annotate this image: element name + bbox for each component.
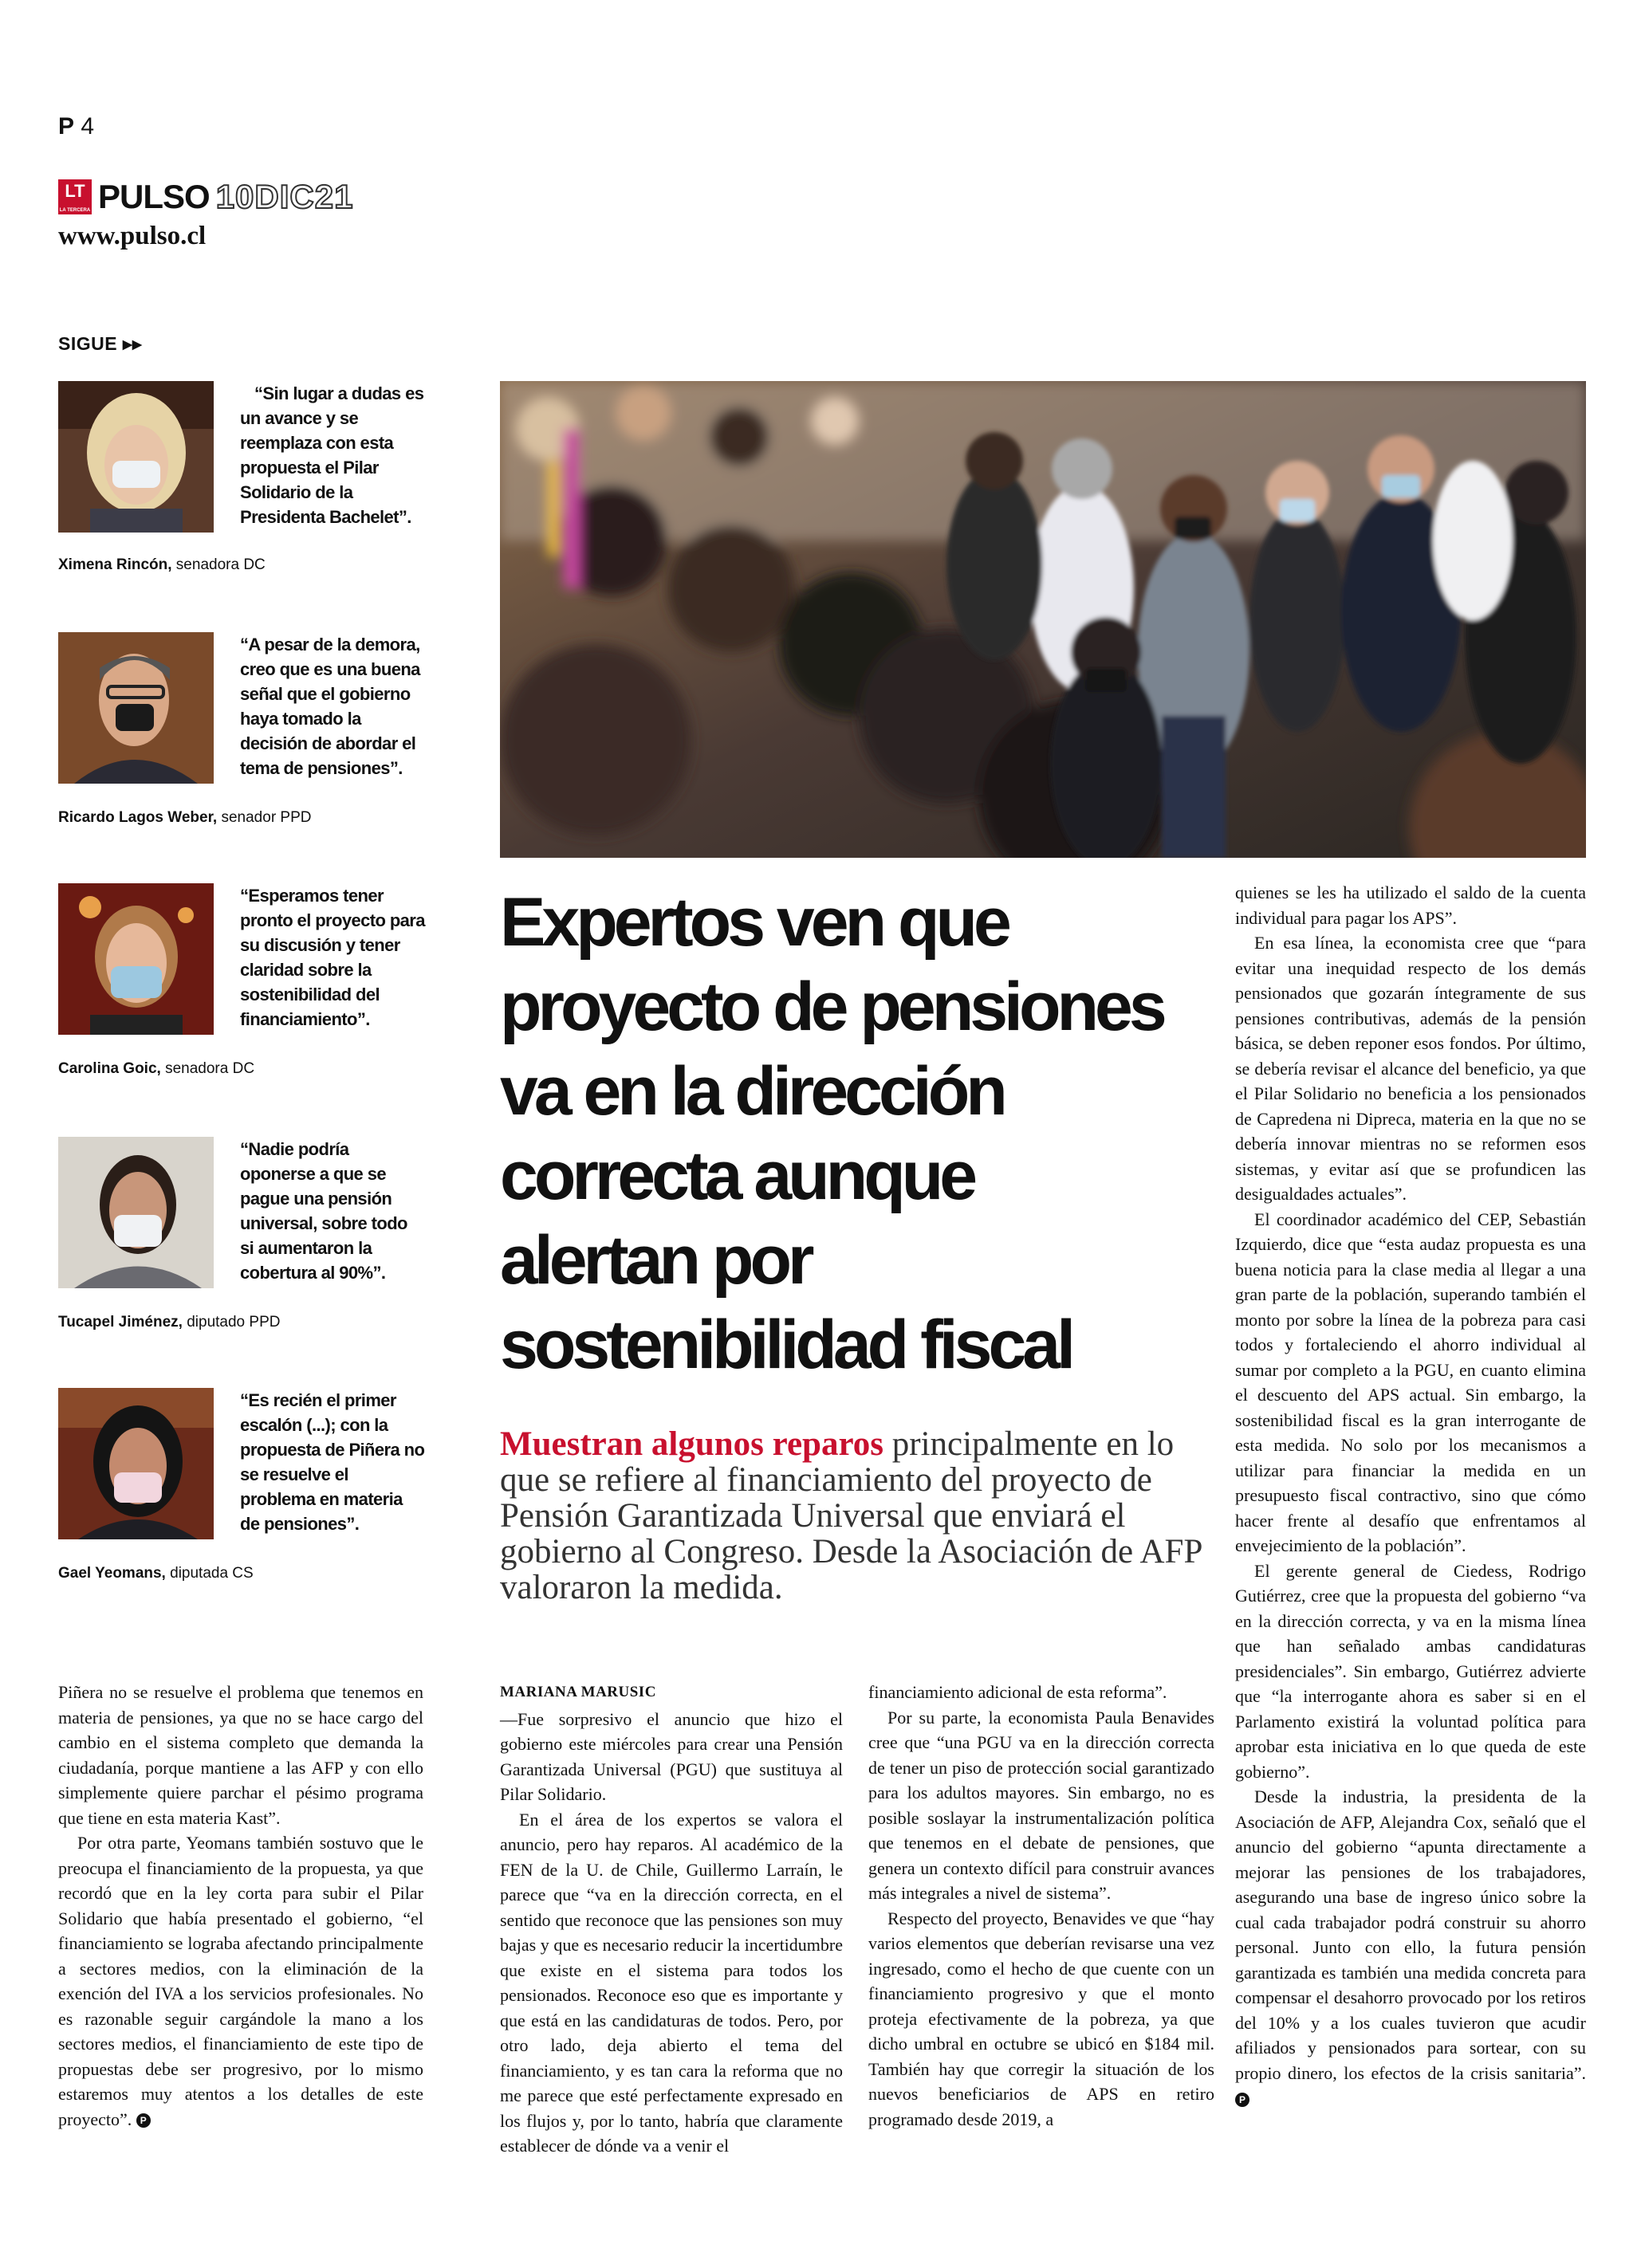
subheadline	[500, 1426, 1202, 1606]
paragraph: Respecto del proyecto, Benavides ve que “hay varios elementos que deberían revisarse una vez ingresado, como el hecho de que cuente con un financiamiento progresivo y que el monto proteja efectivamente de la pobreza, ya que dicho umbral en octubre se ubicó en $184 mil. También hay que corregir la situación de los nuevos beneficiarios de APS en retiro programado desde 2019, a	[868, 1908, 1214, 2129]
portrait-photo	[58, 883, 214, 1035]
article-column-3	[868, 1680, 1214, 2132]
portrait-photo	[58, 632, 214, 784]
brand-name: PULSO	[98, 178, 210, 215]
la-tercera-logo: LT LA TERCERA	[59, 181, 91, 213]
end-mark-icon: P	[136, 2113, 151, 2128]
paragraph: En esa línea, la economista cree que “para evitar una inequidad respecto de los demás pensionados que gozarán íntegramente de sus pensiones contributivas, además de la pensión básica, se deben reponer esos fondos. Por último, se debería revisar el alcance del beneficio, ya que el Pilar Solidario no beneficia a los pensionados de Capredena ni Dipreca, materia en la que no se debería innovar mientras no se reformen esos sistemas, y evitar así que se profundicen las desigualdades actuales”.	[1235, 933, 1586, 1204]
portrait-photo	[58, 381, 214, 533]
quote-text: “Esperamos tener pronto el proyecto para su discusión y tener claridad sobre la sostenibilidad del financiamiento”.	[240, 886, 425, 1029]
quote-attribution: Tucapel Jiménez, diputado PPD	[58, 1314, 281, 1331]
quote-text: “Es recién el primer escalón (...); con la propuesta de Piñera no se resuelve el problema en materia de pensiones”.	[240, 1390, 425, 1534]
subheadline-lead: Muestran algunos reparos	[500, 1425, 883, 1463]
website-link[interactable]: www.pulso.cl	[58, 222, 207, 250]
paragraph: El gerente general de Ciedess, Rodrigo Gutiérrez, cree que la propuesta del gobierno “va en la dirección correcta, y va en la misma línea que han señalado ambas candidaturas presidenciales”. Sin embargo, Gutiérrez advierte que “la interrogante ahora es saber si en el Parlamento existirá la voluntad política para aprobar esta iniciativa en lo que queda de este gobierno”.	[1235, 1560, 1586, 1782]
issue-date: 10DIC21	[215, 178, 354, 215]
masthead	[58, 179, 353, 215]
paragraph: —Fue sorpresivo el anuncio que hizo el gobierno este miércoles para crear una Pensión Garantizada Universal (PGU) que sustituya al Pilar Solidario.	[500, 1708, 843, 1804]
quote-text: “Nadie podría oponerse a que se pague una pensión universal, sobre todo si aumentaron la cobertura al 90%”.	[240, 1139, 407, 1283]
headline: Expertos ven que proyecto de pensiones va en la dirección correcta aunque alertan por sostenibilidad fiscal	[500, 884, 1163, 1383]
paragraph: El coordinador académico del CEP, Sebastián Izquierdo, dice que “esta audaz propuesta es una buena noticia para la clase media al llegar a una gran parte de la población, superando también el monto por sobre la línea de la pobreza para casi todos y fortaleciendo el ahorro individual al sumar por completo a la PGU, en cuanto elimina el descuento del APS actual. Sin embargo, la sostenibilidad fiscal es la gran interrogante de esta medida. No solo por los mecanismos a utilizar para financiar la medida en un presupuesto fiscal contractivo, sino que cómo hacer frente al desafío que enfrentamos al envejecimiento de la población”.	[1235, 1209, 1586, 1555]
paragraph: Piñera no se resuelve el problema que tenemos en materia de pensiones, ya que no se hace cargo del cambio en el sistema completo que demanda la ciudadanía, porque mantiene a las AFP y con ello simplemente quiere parchar el pésimo programa que tiene en esta materia Kast”.	[58, 1682, 423, 1828]
paragraph: Por su parte, la economista Paula Benavides cree que “una PGU va en la dirección correcta de tener un piso de protección social garantizado para los adultos mayores. Sin embargo, no es posible soslayar la instrumentalización política que tenemos en el debate de pensiones, que genera un contexto difícil para construir avances más integrales a nivel de sistema”.	[868, 1707, 1214, 1903]
continues-label: SIGUE ▸▸	[58, 333, 143, 354]
quote-attribution: Ricardo Lagos Weber, senador PPD	[58, 809, 312, 826]
paragraph: quienes se les ha utilizado el saldo de la cuenta individual para pagar los APS”.	[1235, 882, 1586, 928]
paragraph: financiamiento adicional de esta reforma”.	[868, 1682, 1167, 1702]
main-photo-crowd	[500, 381, 1586, 858]
quote-attribution: Gael Yeomans, diputada CS	[58, 1565, 254, 1582]
end-mark-icon: P	[1235, 2093, 1249, 2107]
portrait-photo	[58, 1137, 214, 1288]
article-column-1	[58, 1680, 423, 2132]
quote-attribution: Carolina Goic, senadora DC	[58, 1060, 255, 1077]
subheadline-text: principalmente en lo que se refiere al financiamiento del proyecto de Pensión Garantizada Universal que enviará el gobierno al Congreso. Desde la Asociación de AFP valoraron la medida.	[500, 1425, 1202, 1606]
article-column-4	[1235, 880, 1586, 2111]
byline: MARIANA MARUSIC	[500, 1684, 656, 1700]
portrait-photo	[58, 1388, 214, 1539]
quote-text: “A pesar de la demora, creo que es una buena señal que el gobierno haya tomado la decisión de abordar el tema de pensiones”.	[240, 635, 420, 778]
paragraph: Desde la industria, la presidenta de la Asociación de AFP, Alejandra Cox, señaló que el anuncio del gobierno “apunta directamente a mejorar las pensiones de los trabajadores, asegurando una base de ingreso único sobre la cual cada trabajador podrá construir su ahorro personal. Junto con ello, la futura pensión garantizada es también una medida concreta para compensar el desahorro provocado por los retiros del 10% y a los cuales tuvieron que acudir afiliados y pensionados para sortear, con su propio dinero, los efectos de la crisis sanitaria”. P	[1235, 1786, 1586, 2105]
page-number: P 4	[58, 113, 95, 140]
paragraph: En el área de los expertos se valora el anuncio, pero hay reparos. Al académico de la FEN de la U. de Chile, Guillermo Larraín, le parece que “va en la dirección correcta, en el sentido que reconoce que las pensiones son muy bajas y que es necesario reducir la incertidumbre que existe en el sistema para todos los pensionados. Reconoce eso que es importante y que está en las candidaturas de todos. Pero, por otro lado, deja abierto el tema del financiamiento, y es tan cara la reforma que no me parece que esté perfectamente expresado en los flujos y, por lo tanto, habría que claramente establecer de dónde va a venir el	[500, 1809, 843, 2156]
quote-attribution: Ximena Rincón, senadora DC	[58, 556, 266, 573]
quote-text: “Sin lugar a dudas es un avance y se reemplaza con esta propuesta el Pilar Solidario de la Presidenta Bachelet”.	[240, 383, 424, 527]
paragraph: Por otra parte, Yeomans también sostuvo que le preocupa el financiamiento de la propuesta, ya que recordó que en la ley corta para subir el Pilar Solidario que había presentado el gobierno, “el financiamiento se lograba afectando principalmente a sectores medios, con la eliminación de la exención del IVA a los servicios profesionales. No es razonable seguir cargándole la mano a los sectores medios, el financiamiento de este tipo de propuestas debe ser progresivo, por lo mismo estaremos muy atentos a los detalles de este proyecto”. P	[58, 1833, 423, 2129]
article-column-2	[500, 1680, 843, 2159]
